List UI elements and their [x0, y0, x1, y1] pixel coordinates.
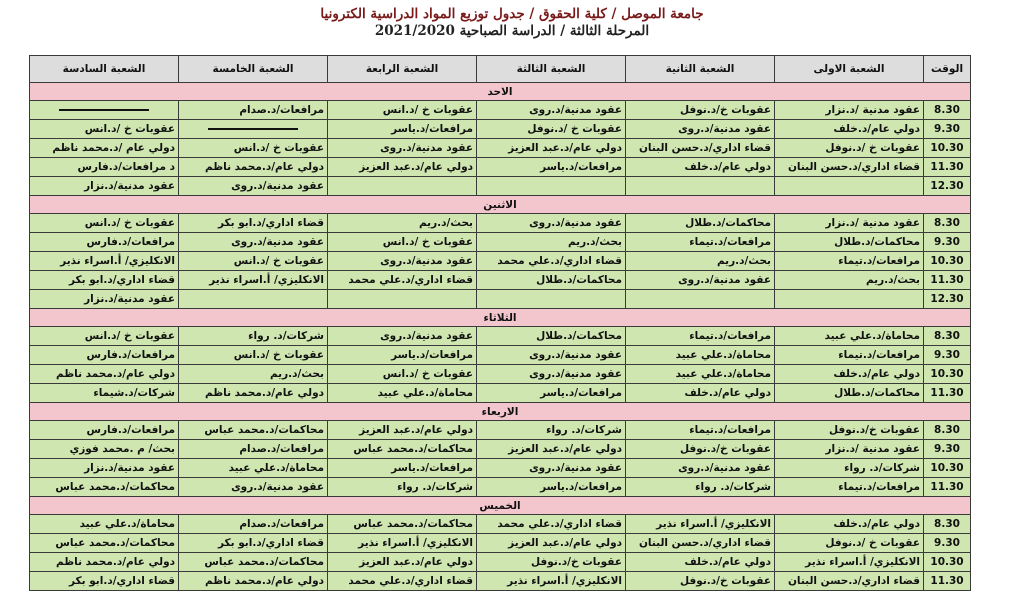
time-cell: 9.30 [924, 346, 971, 365]
class-cell: عقوبات خ /د.نوفل [775, 534, 924, 553]
class-cell: بحث/د.ريم [328, 214, 477, 233]
time-slot-row [30, 534, 971, 553]
column-header-section-4: الشعبة الرابعة [328, 56, 477, 83]
time-cell: 8.30 [924, 101, 971, 120]
time-slot-row [30, 553, 971, 572]
class-cell: شركات/د. رواء [626, 478, 775, 497]
class-cell: عقود مدنية/د.نزار [30, 459, 179, 478]
class-cell: دولي عام/د.خلف [775, 365, 924, 384]
empty-dash-cell [30, 101, 179, 120]
class-cell: عقود مدنية/د.نزار [30, 290, 179, 309]
class-cell: د مرافعات/د.فارس [30, 158, 179, 177]
class-cell: قضاء اداري/د.ابو بكر [179, 534, 328, 553]
class-cell: شركات/د.شيماء [30, 384, 179, 403]
class-cell: دولي عام/د.خلف [626, 158, 775, 177]
class-cell [775, 177, 924, 196]
class-cell: مرافعات/د.صدام [179, 440, 328, 459]
class-cell: دولي عام/د.عبد العزيز [477, 139, 626, 158]
class-cell: محاماة/د.علي عبيد [626, 346, 775, 365]
dash-line [208, 128, 298, 130]
class-cell: قضاء اداري/د.علي محمد [328, 572, 477, 591]
class-cell: دولي عام/د.خلف [626, 553, 775, 572]
time-cell: 11.30 [924, 384, 971, 403]
class-cell: عقود مدنية/د.روى [328, 139, 477, 158]
class-cell: عقود مدنية/د.روى [477, 101, 626, 120]
class-cell: عقود مدنية/د.روى [477, 214, 626, 233]
class-cell: مرافعات/د.تيماء [775, 346, 924, 365]
column-header-time: الوقت [924, 56, 971, 83]
class-cell: قضاء اداري/د.ابو بكر [30, 572, 179, 591]
time-cell: 11.30 [924, 158, 971, 177]
class-cell: دولي عام/د.عبد العزيز [328, 553, 477, 572]
class-cell: عقود مدنية/د.روى [477, 365, 626, 384]
class-cell: مرافعات/د.صدام [179, 101, 328, 120]
class-cell: عقود مدنية/د.روى [477, 459, 626, 478]
class-cell: شركات/د. رواء [328, 478, 477, 497]
day-label: الثلاثاء [30, 309, 971, 327]
class-cell: عقود مدنية/د.روى [179, 233, 328, 252]
time-cell: 11.30 [924, 572, 971, 591]
class-cell [477, 177, 626, 196]
day-label: الاثنين [30, 196, 971, 214]
time-slot-row [30, 459, 971, 478]
time-slot-row [30, 478, 971, 497]
title-line-1: جامعة الموصل / كلية الحقوق / جدول توزيع المواد الدراسية الكترونيا [320, 6, 704, 22]
time-cell: 9.30 [924, 233, 971, 252]
time-slot-row [30, 290, 971, 309]
class-cell: محاماة/د.علي عبيد [775, 327, 924, 346]
time-cell: 10.30 [924, 252, 971, 271]
class-cell: قضاء اداري/د.علي محمد [477, 252, 626, 271]
empty-dash-cell [179, 120, 328, 139]
day-label: الاحد [30, 83, 971, 101]
class-cell: محاكمات/د.محمد عباس [30, 534, 179, 553]
class-cell [626, 177, 775, 196]
class-cell: دولي عام/د.عبد العزيز [477, 534, 626, 553]
time-slot-row [30, 139, 971, 158]
class-cell: دولي عام/د.محمد ناظم [179, 158, 328, 177]
time-cell: 10.30 [924, 139, 971, 158]
class-cell: مرافعات/د.تيماء [626, 421, 775, 440]
class-cell: قضاء اداري/د.علي محمد [477, 515, 626, 534]
day-row [30, 309, 971, 327]
class-cell: عقود مدنية/د.روى [626, 120, 775, 139]
class-cell: الانكليزي/ أ.اسراء نذير [179, 271, 328, 290]
class-cell: عقوبات خ /د.انس [328, 101, 477, 120]
class-cell: دولي عام/د.خلف [775, 515, 924, 534]
time-cell: 9.30 [924, 120, 971, 139]
time-cell: 10.30 [924, 459, 971, 478]
class-cell: محاماة/د.علي عبيد [179, 459, 328, 478]
day-row [30, 196, 971, 214]
time-slot-row [30, 158, 971, 177]
time-slot-row [30, 365, 971, 384]
class-cell: قضاء اداري/د.علي محمد [328, 271, 477, 290]
column-header-row [30, 56, 971, 83]
class-cell: عقود مدنية /د.نزار [775, 101, 924, 120]
class-cell: محاكمات/د.محمد عباس [30, 478, 179, 497]
class-cell: عقود مدنية/د.روى [179, 478, 328, 497]
class-cell: عقود مدنية/د.روى [626, 459, 775, 478]
time-slot-row [30, 214, 971, 233]
class-cell: قضاء اداري/د.حسن البنان [626, 139, 775, 158]
class-cell: مرافعات/د.تيماء [626, 233, 775, 252]
class-cell: مرافعات/د.صدام [179, 515, 328, 534]
class-cell: دولي عام/د.عبد العزيز [328, 421, 477, 440]
class-cell [775, 290, 924, 309]
class-cell: شركات/د. رواء [179, 327, 328, 346]
class-cell: عقود مدنية/د.روى [477, 346, 626, 365]
column-header-section-1: الشعبة الاولى [775, 56, 924, 83]
class-cell: عقوبات خ/د.نوفل [626, 101, 775, 120]
class-cell: محاماة/د.علي عبيد [30, 515, 179, 534]
class-cell: عقوبات خ/د.نوفل [477, 553, 626, 572]
class-cell: بحث/د.ريم [179, 365, 328, 384]
time-cell: 8.30 [924, 515, 971, 534]
class-cell: عقوبات خ /د.انس [30, 327, 179, 346]
time-cell: 12.30 [924, 177, 971, 196]
class-cell: عقوبات خ /د.نوفل [775, 139, 924, 158]
class-cell: محاكمات/د.طلال [626, 214, 775, 233]
class-cell: عقوبات خ /د.انس [328, 233, 477, 252]
class-cell: الانكليزي/ أ.اسراء نذير [775, 553, 924, 572]
class-cell: دولي عام /د.محمد ناظم [30, 139, 179, 158]
class-cell: بحث/د.ريم [775, 271, 924, 290]
class-cell: مرافعات/د.ياسر [328, 120, 477, 139]
time-cell: 9.30 [924, 440, 971, 459]
class-cell: قضاء اداري/د.ابو بكر [30, 271, 179, 290]
class-cell: قضاء اداري/د.حسن البنان [775, 572, 924, 591]
class-cell: مرافعات/د.ياسر [328, 459, 477, 478]
class-cell: دولي عام/د.محمد ناظم [179, 384, 328, 403]
class-cell: محاماة/د.علي عبيد [626, 365, 775, 384]
column-header-section-6: الشعبة السادسة [30, 56, 179, 83]
class-cell: مرافعات/د.ياسر [477, 478, 626, 497]
class-cell [626, 290, 775, 309]
time-slot-row [30, 177, 971, 196]
class-cell: شركات/د. رواء [775, 459, 924, 478]
class-cell: مرافعات/د.تيماء [626, 327, 775, 346]
class-cell: دولي عام/د.خلف [775, 120, 924, 139]
class-cell: الانكليزي/ أ.اسراء نذير [626, 515, 775, 534]
class-cell: مرافعات/د.ياسر [328, 346, 477, 365]
class-cell: دولي عام/د.عبد العزيز [477, 440, 626, 459]
document-header [0, 6, 1024, 40]
class-cell: عقوبات خ /د.نوفل [477, 120, 626, 139]
class-cell: محاكمات/د.طلال [775, 233, 924, 252]
day-label: الاربعاء [30, 403, 971, 421]
class-cell: مرافعات/د.ياسر [477, 158, 626, 177]
class-cell: محاكمات/د.محمد عباس [179, 553, 328, 572]
class-cell: عقود مدنية/د.روى [179, 177, 328, 196]
class-cell: عقود مدنية/د.روى [328, 327, 477, 346]
class-cell: عقود مدنية/د.روى [626, 271, 775, 290]
class-cell: دولي عام/د.محمد ناظم [30, 365, 179, 384]
class-cell: شركات/د. رواء [477, 421, 626, 440]
class-cell: عقود مدنية/د.روى [328, 252, 477, 271]
column-header-section-2: الشعبة الثانية [626, 56, 775, 83]
class-cell: عقوبات خ /د.انس [328, 365, 477, 384]
class-cell: عقوبات خ/د.نوفل [775, 421, 924, 440]
class-cell: عقوبات خ/د.نوفل [626, 440, 775, 459]
time-slot-row [30, 440, 971, 459]
class-cell: عقود مدنية /د.نزار [775, 440, 924, 459]
class-cell: الانكليزي/ أ.اسراء نذير [477, 572, 626, 591]
class-cell: بحث/ م .محمد فوزي [30, 440, 179, 459]
time-cell: 12.30 [924, 290, 971, 309]
schedule-body [30, 56, 971, 591]
class-cell: محاكمات/د.طلال [477, 271, 626, 290]
time-slot-row [30, 572, 971, 591]
class-cell [328, 290, 477, 309]
class-cell: دولي عام/د.عبد العزيز [328, 158, 477, 177]
class-cell: عقود مدنية /د.نزار [775, 214, 924, 233]
time-slot-row [30, 101, 971, 120]
class-cell: قضاء اداري/د.ابو بكر [179, 214, 328, 233]
class-cell [328, 177, 477, 196]
class-cell: عقود مدنية/د.نزار [30, 177, 179, 196]
class-cell: محاكمات/د.محمد عباس [328, 440, 477, 459]
time-slot-row [30, 271, 971, 290]
class-cell: مرافعات/د.ياسر [477, 384, 626, 403]
time-slot-row [30, 120, 971, 139]
day-row [30, 403, 971, 421]
time-cell: 11.30 [924, 478, 971, 497]
time-slot-row [30, 346, 971, 365]
title-line-2: المرحلة الثالثة / الدراسة الصباحية 2021/2020 [374, 23, 650, 39]
time-cell: 8.30 [924, 421, 971, 440]
column-header-section-3: الشعبة الثالثة [477, 56, 626, 83]
class-cell: محاكمات/د.طلال [477, 327, 626, 346]
schedule-table [29, 55, 971, 591]
time-slot-row [30, 252, 971, 271]
time-slot-row [30, 233, 971, 252]
class-cell: مرافعات/د.فارس [30, 346, 179, 365]
class-cell: مرافعات/د.تيماء [775, 478, 924, 497]
class-cell: مرافعات/د.فارس [30, 421, 179, 440]
class-cell: الانكليزي/ أ.اسراء نذير [328, 534, 477, 553]
class-cell: مرافعات/د.تيماء [775, 252, 924, 271]
class-cell: محاكمات/د.محمد عباس [179, 421, 328, 440]
class-cell: الانكليزي/ أ.اسراء نذير [30, 252, 179, 271]
time-slot-row [30, 327, 971, 346]
class-cell: عقوبات خ /د.انس [30, 120, 179, 139]
time-cell: 8.30 [924, 214, 971, 233]
day-label: الخميس [30, 497, 971, 515]
class-cell [179, 290, 328, 309]
class-cell: محاماة/د.علي عبيد [328, 384, 477, 403]
column-header-section-5: الشعبة الخامسة [179, 56, 328, 83]
class-cell: دولي عام/د.خلف [626, 384, 775, 403]
class-cell: عقوبات خ /د.انس [179, 346, 328, 365]
day-row [30, 83, 971, 101]
class-cell: قضاء اداري/د.حسن البنان [626, 534, 775, 553]
class-cell: بحث/د.ريم [477, 233, 626, 252]
class-cell: دولي عام/د.محمد ناظم [179, 572, 328, 591]
dash-line [59, 109, 149, 111]
class-cell: مرافعات/د.فارس [30, 233, 179, 252]
class-cell [477, 290, 626, 309]
time-slot-row [30, 384, 971, 403]
time-slot-row [30, 421, 971, 440]
class-cell: دولي عام/د.محمد ناظم [30, 553, 179, 572]
class-cell: عقوبات خ /د.انس [30, 214, 179, 233]
class-cell: محاكمات/د.محمد عباس [328, 515, 477, 534]
class-cell: قضاء اداري/د.حسن البنان [775, 158, 924, 177]
class-cell: عقوبات خ/د.نوفل [626, 572, 775, 591]
class-cell: بحث/د.ريم [626, 252, 775, 271]
class-cell: محاكمات/د.طلال [775, 384, 924, 403]
time-cell: 8.30 [924, 327, 971, 346]
time-cell: 10.30 [924, 553, 971, 572]
day-row [30, 497, 971, 515]
class-cell: عقوبات خ /د.انس [179, 139, 328, 158]
time-cell: 11.30 [924, 271, 971, 290]
time-slot-row [30, 515, 971, 534]
time-cell: 10.30 [924, 365, 971, 384]
class-cell: عقوبات خ /د.انس [179, 252, 328, 271]
time-cell: 9.30 [924, 534, 971, 553]
